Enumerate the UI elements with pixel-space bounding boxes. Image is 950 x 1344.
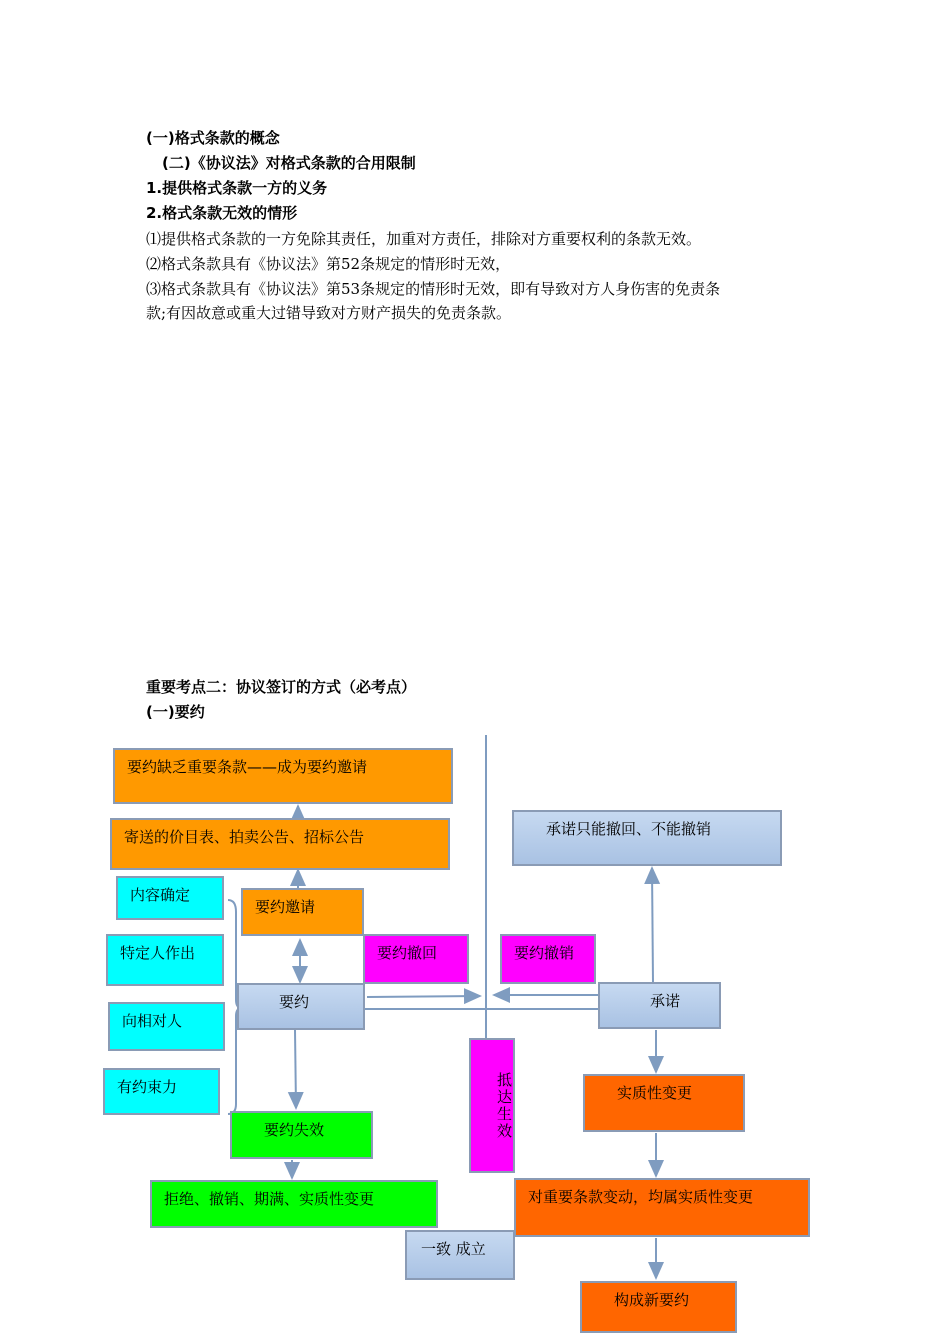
box-acceptance-rule: 承诺只能撤回、不能撤销 [512, 810, 782, 866]
heading-restrictions: (二)《协议法》对格式条款的合用限制 [162, 154, 416, 172]
box-offer-invalid: 要约失效 [230, 1111, 373, 1159]
section-heading: 重要考点二：协议签订的方式（必考点） [146, 678, 417, 696]
paragraph-2: ⑵格式条款具有《协议法》第52条规定的情形时无效， [146, 255, 511, 273]
box-new-offer: 构成新要约 [580, 1281, 737, 1333]
box-arrival-effective: 抵达生效 [469, 1038, 515, 1173]
box-material-change: 实质性变更 [583, 1074, 745, 1132]
box-offer: 要约 [237, 983, 365, 1030]
heading-invalid-cases: 2.格式条款无效的情形 [146, 204, 298, 222]
paragraph-3: ⑶格式条款具有《协议法》第53条规定的情形时无效，即有导致对方人身伤害的免责条 [146, 280, 721, 298]
box-invitation-examples: 寄送的价目表、拍卖公告、招标公告 [110, 818, 450, 870]
box-invitation-lacking-terms: 要约缺乏重要条款——成为要约邀请 [113, 748, 453, 804]
box-offer-invitation: 要约邀请 [241, 888, 364, 936]
box-to-counterparty: 向相对人 [108, 1002, 225, 1051]
paragraph-3-cont: 款;有因故意或重大过错导致对方财产损失的免责条款。 [146, 304, 512, 322]
subsection-heading: (一)要约 [146, 703, 205, 721]
box-acceptance: 承诺 [598, 982, 721, 1029]
box-withdraw-offer: 要约撤回 [363, 934, 469, 984]
heading-concept: (一)格式条款的概念 [146, 129, 280, 147]
box-binding: 有约束力 [103, 1068, 220, 1115]
box-content-definite: 内容确定 [116, 876, 224, 920]
paragraph-1: ⑴提供格式条款的一方免除其责任，加重对方责任，排除对方重要权利的条款无效。 [146, 230, 702, 248]
box-agreement-formed: 一致 成立 [405, 1230, 515, 1280]
box-revoke-offer: 要约撤销 [500, 934, 596, 984]
box-important-terms-change: 对重要条款变动，均属实质性变更 [514, 1178, 810, 1237]
box-specific-person: 特定人作出 [106, 934, 224, 986]
box-invalid-reasons: 拒绝、撤销、期满、实质性变更 [150, 1180, 438, 1228]
heading-obligation: 1.提供格式条款一方的义务 [146, 179, 328, 197]
